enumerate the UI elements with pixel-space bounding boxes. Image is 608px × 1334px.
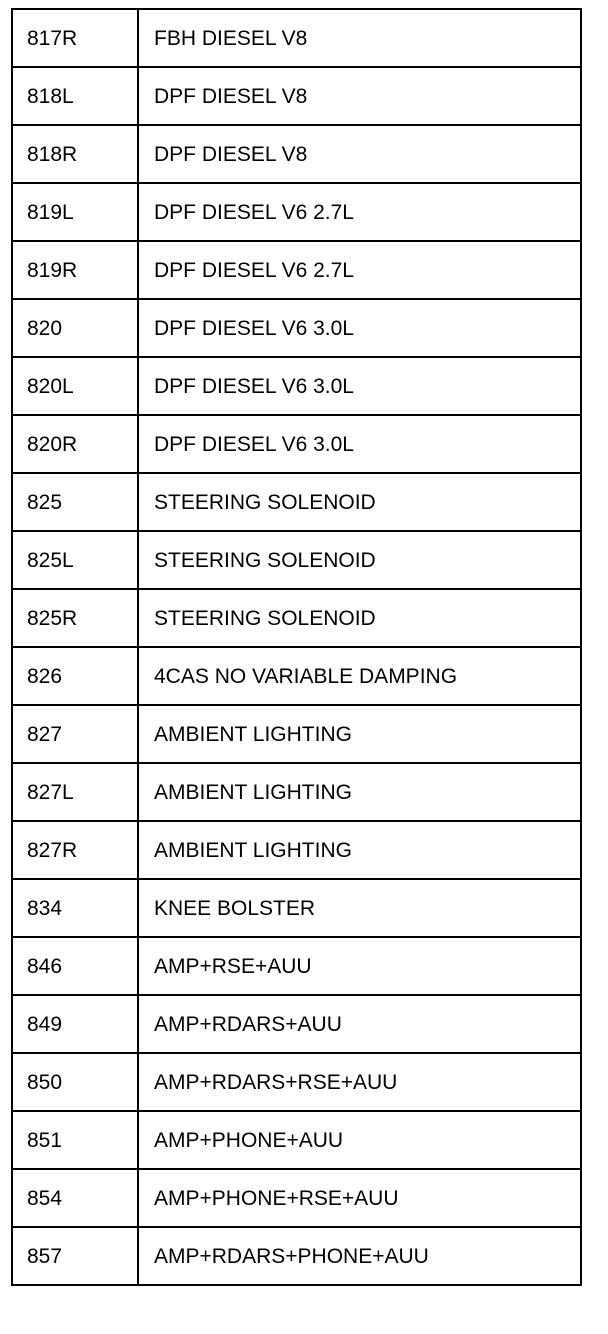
description-cell: AMP+RDARS+RSE+AUU: [138, 1053, 581, 1111]
table-row: [12, 995, 581, 1053]
code-cell: 820R: [12, 415, 138, 473]
description-cell: 4CAS NO VARIABLE DAMPING: [138, 647, 581, 705]
table-row: [12, 821, 581, 879]
description-cell: STEERING SOLENOID: [138, 531, 581, 589]
code-cell: 849: [12, 995, 138, 1053]
description-cell: AMP+RSE+AUU: [138, 937, 581, 995]
description-cell: DPF DIESEL V6 3.0L: [138, 415, 581, 473]
table-row: [12, 647, 581, 705]
description-cell: STEERING SOLENOID: [138, 589, 581, 647]
table-row: [12, 763, 581, 821]
code-cell: 820: [12, 299, 138, 357]
description-cell: DPF DIESEL V8: [138, 125, 581, 183]
table-row: [12, 299, 581, 357]
code-cell: 851: [12, 1111, 138, 1169]
code-cell: 825: [12, 473, 138, 531]
description-cell: DPF DIESEL V6 3.0L: [138, 357, 581, 415]
code-cell: 857: [12, 1227, 138, 1285]
table-row: [12, 1169, 581, 1227]
description-cell: AMP+PHONE+AUU: [138, 1111, 581, 1169]
description-cell: FBH DIESEL V8: [138, 9, 581, 67]
table-row: [12, 705, 581, 763]
description-cell: AMBIENT LIGHTING: [138, 821, 581, 879]
table-row: [12, 357, 581, 415]
description-cell: KNEE BOLSTER: [138, 879, 581, 937]
table-row: [12, 1111, 581, 1169]
description-cell: DPF DIESEL V6 3.0L: [138, 299, 581, 357]
table-row: [12, 473, 581, 531]
code-cell: 818R: [12, 125, 138, 183]
description-cell: AMP+PHONE+RSE+AUU: [138, 1169, 581, 1227]
table-row: [12, 937, 581, 995]
table-row: [12, 1227, 581, 1285]
table-row: [12, 67, 581, 125]
code-cell: 827R: [12, 821, 138, 879]
code-cell: 818L: [12, 67, 138, 125]
code-cell: 819L: [12, 183, 138, 241]
code-description-table: [11, 8, 582, 1286]
code-cell: 854: [12, 1169, 138, 1227]
code-cell: 819R: [12, 241, 138, 299]
description-cell: STEERING SOLENOID: [138, 473, 581, 531]
code-cell: 826: [12, 647, 138, 705]
code-cell: 846: [12, 937, 138, 995]
table-row: [12, 589, 581, 647]
description-cell: AMP+RDARS+PHONE+AUU: [138, 1227, 581, 1285]
table-row: [12, 415, 581, 473]
table-row: [12, 1053, 581, 1111]
table-row: [12, 125, 581, 183]
table-row: [12, 241, 581, 299]
description-cell: DPF DIESEL V6 2.7L: [138, 241, 581, 299]
code-cell: 817R: [12, 9, 138, 67]
description-cell: DPF DIESEL V6 2.7L: [138, 183, 581, 241]
code-cell: 827: [12, 705, 138, 763]
description-cell: AMP+RDARS+AUU: [138, 995, 581, 1053]
table-row: [12, 879, 581, 937]
code-cell: 820L: [12, 357, 138, 415]
code-cell: 850: [12, 1053, 138, 1111]
code-cell: 834: [12, 879, 138, 937]
description-cell: AMBIENT LIGHTING: [138, 705, 581, 763]
code-cell: 827L: [12, 763, 138, 821]
table-row: [12, 9, 581, 67]
code-cell: 825L: [12, 531, 138, 589]
description-cell: DPF DIESEL V8: [138, 67, 581, 125]
code-cell: 825R: [12, 589, 138, 647]
table-body: [12, 9, 581, 1285]
table-row: [12, 531, 581, 589]
table-row: [12, 183, 581, 241]
description-cell: AMBIENT LIGHTING: [138, 763, 581, 821]
